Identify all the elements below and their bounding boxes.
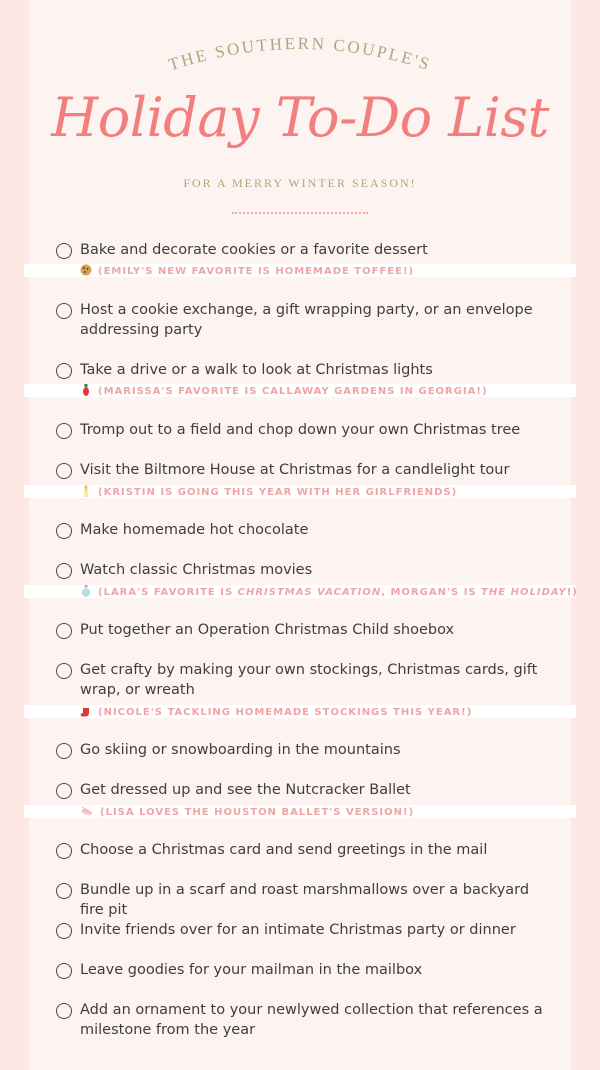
item-note: (NICOLE'S TACKLING HOMEMADE STOCKINGS THIS YEAR!) [80,705,472,719]
item-checkbox[interactable] [56,1003,72,1019]
item-checkbox[interactable] [56,363,72,379]
item-checkbox[interactable] [56,423,72,439]
item-checkbox[interactable] [56,743,72,759]
candle-icon [80,485,92,497]
item-text: Bundle up in a scarf and roast marshmallows over a backyard fire pit [80,882,530,918]
item-text: Add an ornament to your newlywed collection that references a milestone from the year [80,1002,543,1038]
item-text: Get dressed up and see the Nutcracker Ballet [80,782,411,798]
item-note: (KRISTIN IS GOING THIS YEAR WITH HER GIRLFRIENDS) [80,485,457,499]
item-checkbox[interactable] [56,623,72,639]
eyebrow-arc [0,0,600,90]
svg-text:THE SOUTHERN COUPLE'S [166,34,434,74]
item-text: Get crafty by making your own stockings, Christmas cards, gift wrap, or wreath [80,662,538,698]
item-checkbox[interactable] [56,883,72,899]
item-checkbox[interactable] [56,563,72,579]
dotted-divider [232,212,368,214]
ballet-shoe-icon [80,805,94,817]
item-text: Make homemade hot chocolate [80,522,309,538]
christmas-light-icon [80,384,92,396]
item-note: (MARISSA'S FAVORITE IS CALLAWAY GARDENS IN GEORGIA!) [80,384,488,398]
item-checkbox[interactable] [56,783,72,799]
item-text: Invite friends over for an intimate Christmas party or dinner [80,922,516,938]
item-text: Leave goodies for your mailman in the mailbox [80,962,423,978]
item-checkbox[interactable] [56,663,72,679]
page-title: Holiday To-Do List [51,86,549,149]
item-text: Tromp out to a field and chop down your own Christmas tree [80,422,521,438]
item-checkbox[interactable] [56,923,72,939]
ornament-icon [80,585,92,597]
page-subtitle: FOR A MERRY WINTER SEASON! [183,176,417,190]
item-text: Put together an Operation Christmas Child shoebox [80,622,455,638]
item-checkbox[interactable] [56,523,72,539]
item-checkbox[interactable] [56,243,72,259]
item-checkbox[interactable] [56,463,72,479]
eyebrow-text: THE SOUTHERN COUPLE'S [166,33,434,75]
item-text: Host a cookie exchange, a gift wrapping party, or an envelope addressing party [80,302,533,338]
item-text: Bake and decorate cookies or a favorite dessert [80,242,428,258]
item-text: Choose a Christmas card and send greetings in the mail [80,842,488,858]
item-checkbox[interactable] [56,843,72,859]
item-text: Go skiing or snowboarding in the mountains [80,742,401,758]
item-text: Watch classic Christmas movies [80,562,313,578]
item-note: (LARA'S FAVORITE IS CHRISTMAS VACATION, MORGAN'S IS THE HOLIDAY!) [80,585,578,599]
item-checkbox[interactable] [56,303,72,319]
stocking-icon [80,705,92,717]
item-note: (EMILY'S NEW FAVORITE IS HOMEMADE TOFFEE!) [80,264,414,278]
item-text: Visit the Biltmore House at Christmas for a candlelight tour [80,462,510,478]
cookie-icon [80,264,92,276]
item-note: (LISA LOVES THE HOUSTON BALLET'S VERSION!) [80,805,414,819]
item-text: Take a drive or a walk to look at Christmas lights [80,362,433,378]
item-checkbox[interactable] [56,963,72,979]
